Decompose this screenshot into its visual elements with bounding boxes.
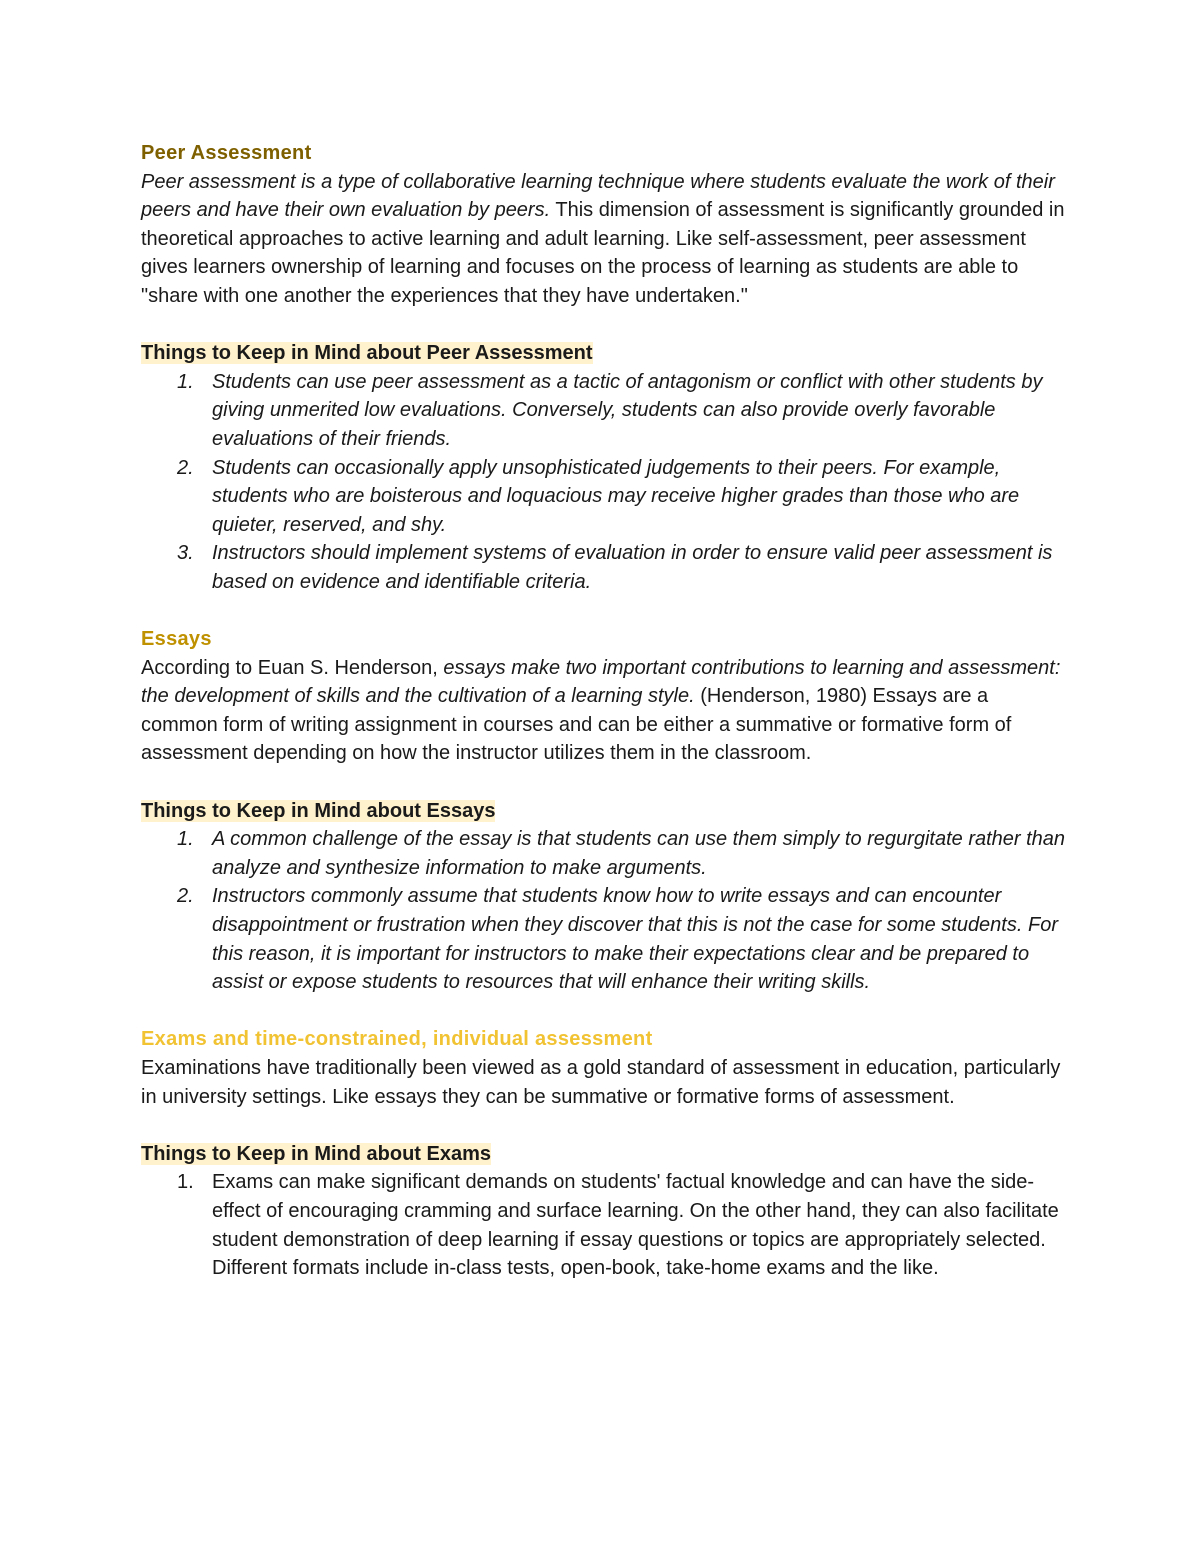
list-number: 1.	[177, 370, 194, 393]
exams-intro: Examinations have traditionally been viewed as a gold standard of assessment in education, particularly in university settings. Like essays they can be summative or formative forms of assessment.	[141, 1057, 1061, 1108]
peer-keep-heading-text: Things to Keep in Mind about Peer Assessment	[141, 342, 593, 365]
list-number: 2.	[177, 456, 194, 479]
list-number: 1.	[177, 828, 194, 851]
list-item-text: A common challenge of the essay is that students can use them simply to regurgitate rather than analyze and synthesize information to make arguments.	[212, 828, 1066, 879]
list-item-text: Exams can make significant demands on students' factual knowledge and can have the side-effect of encouraging cramming and surface learning. On the other hand, they can also facilitate student demonstration of deep learning if essay questions or topics are appropriately selected. Different formats include in-class tests, open-book, take-home exams and the like.	[212, 1171, 1059, 1280]
list-number: 3.	[177, 542, 194, 565]
list-item	[141, 1168, 1066, 1282]
list-item	[141, 539, 1066, 596]
essays-intro	[141, 654, 1066, 768]
peer-assessment-heading: Peer Assessment	[141, 142, 312, 164]
peer-assessment-intro	[141, 168, 1066, 311]
exams-heading: Exams and time-constrained, individual assessment	[141, 1028, 653, 1051]
essays-keep-list	[141, 825, 1066, 997]
document-body	[141, 139, 1066, 1283]
list-item	[141, 825, 1066, 882]
peer-keep-list	[141, 368, 1066, 597]
list-item	[141, 882, 1066, 996]
exams-keep-heading-text: Things to Keep in Mind about Exams	[141, 1142, 492, 1165]
exams-keep-heading	[141, 1140, 1066, 1169]
list-item	[141, 368, 1066, 454]
essays-intro-start: According to Euan S. Henderson,	[141, 656, 444, 679]
list-item-text: Instructors commonly assume that students know how to write essays and can encounter disappointment or frustration when they discover that this is not the case for some students. For this reason, it is important for instructors to make their expectations clear and be prepared to assist or expose students to resources that will enhance their writing skills.	[212, 885, 1058, 994]
peer-intro-rest: This dimension of assessment is significantly grounded in theoretical approaches to active learning and adult learning. Like self-assessment, peer assessment gives learners ownership of learning and focuses on the process of learning as students are able to "share with one another the experiences that they have undertaken."	[141, 199, 1065, 307]
list-item-text: Instructors should implement systems of evaluation in order to ensure valid peer assessment is based on evidence and identifiable criteria.	[212, 542, 1053, 593]
list-item	[141, 454, 1066, 540]
peer-keep-heading	[141, 339, 1066, 368]
essays-intro-italic: essays make two important contributions to learning and assessment: the development of skills and the cultivation of a learning style.	[141, 656, 1061, 708]
peer-intro-italic: Peer assessment is a type of collaborative learning technique where students evaluate the work of their peers and have their own evaluation by peers.	[141, 170, 1055, 222]
list-item-text: Students can use peer assessment as a tactic of antagonism or conflict with other students by giving unmerited low evaluations. Conversely, students can also provide overly favorable evaluations of their friends.	[212, 370, 1043, 450]
list-number: 1.	[177, 1171, 194, 1194]
exams-keep-list	[141, 1168, 1066, 1282]
list-item-text: Students can occasionally apply unsophisticated judgements to their peers. For example, students who are boisterous and loquacious may receive higher grades than those who are quieter, reserved, and shy.	[212, 456, 1020, 536]
essays-heading: Essays	[141, 628, 212, 651]
essays-keep-heading	[141, 797, 1066, 826]
essays-intro-rest: (Henderson, 1980) Essays are a common form of writing assignment in courses and can be either a summative or formative form of assessment depending on how the instructor utilizes them in the classroom.	[141, 685, 1012, 765]
essays-keep-heading-text: Things to Keep in Mind about Essays	[141, 799, 496, 822]
list-number: 2.	[177, 885, 194, 908]
